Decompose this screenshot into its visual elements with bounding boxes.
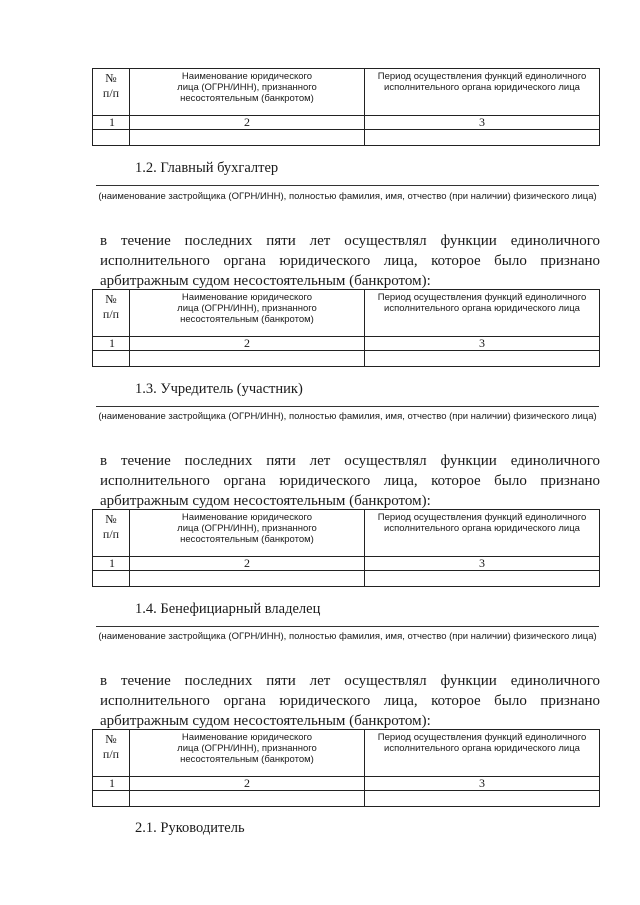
col-name-header: Наименование юридического лица (ОГРН/ИНН), признанного несостоятельным (банкротом) <box>130 69 365 116</box>
col-index-1: 1 <box>93 777 130 791</box>
section-heading-1-4: 1.4. Бенефициарный владелец <box>135 601 321 617</box>
col-name-header: Наименование юридического лица (ОГРН/ИНН), признанного несостоятельным (банкротом) <box>130 510 365 557</box>
fill-in-caption: (наименование застройщика (ОГРН/ИНН), полностью фамилия, имя, отчество (при наличии) физического лица) <box>98 631 597 642</box>
fill-in-line <box>96 185 599 186</box>
col-number-header: № п/п <box>93 69 130 116</box>
col-index-3: 3 <box>365 337 600 351</box>
fill-in-line <box>96 626 599 627</box>
bankruptcy-table-4 <box>92 729 600 807</box>
empty-cell <box>130 791 365 807</box>
empty-cell <box>93 351 130 367</box>
bankruptcy-statement: в течение последних пяти лет осуществлял функции единоличного исполнительного органа юридического лица, которое было признано арбитражным судом несостоятельным (банкротом): <box>100 233 600 289</box>
empty-cell <box>130 571 365 587</box>
col-index-3: 3 <box>365 777 600 791</box>
empty-cell <box>365 351 600 367</box>
bankruptcy-statement: в течение последних пяти лет осуществлял функции единоличного исполнительного органа юридического лица, которое было признано арбитражным судом несостоятельным (банкротом): <box>100 673 600 729</box>
col-number-header: № п/п <box>93 510 130 557</box>
col-index-2: 2 <box>130 557 365 571</box>
col-index-1: 1 <box>93 337 130 351</box>
empty-cell <box>93 571 130 587</box>
fill-in-caption: (наименование застройщика (ОГРН/ИНН), полностью фамилия, имя, отчество (при наличии) физического лица) <box>98 411 597 422</box>
section-heading-1-3: 1.3. Учредитель (участник) <box>135 381 303 397</box>
bankruptcy-table-3 <box>92 509 600 587</box>
empty-cell <box>93 130 130 146</box>
section-heading-2-1: 2.1. Руководитель <box>135 820 245 836</box>
col-name-header: Наименование юридического лица (ОГРН/ИНН), признанного несостоятельным (банкротом) <box>130 730 365 777</box>
col-period-header: Период осуществления функций единоличного исполнительного органа юридического лица <box>365 510 600 557</box>
bankruptcy-table-2 <box>92 289 600 367</box>
col-index-2: 2 <box>130 777 365 791</box>
empty-cell <box>130 130 365 146</box>
col-number-header: № п/п <box>93 290 130 337</box>
col-name-header: Наименование юридического лица (ОГРН/ИНН), признанного несостоятельным (банкротом) <box>130 290 365 337</box>
col-index-3: 3 <box>365 116 600 130</box>
col-index-2: 2 <box>130 337 365 351</box>
fill-in-line <box>96 406 599 407</box>
empty-cell <box>93 791 130 807</box>
col-period-header: Период осуществления функций единоличного исполнительного органа юридического лица <box>365 69 600 116</box>
col-number-header: № п/п <box>93 730 130 777</box>
empty-cell <box>130 351 365 367</box>
col-index-2: 2 <box>130 116 365 130</box>
empty-cell <box>365 130 600 146</box>
col-period-header: Период осуществления функций единоличного исполнительного органа юридического лица <box>365 290 600 337</box>
col-period-header: Период осуществления функций единоличного исполнительного органа юридического лица <box>365 730 600 777</box>
bankruptcy-statement: в течение последних пяти лет осуществлял функции единоличного исполнительного органа юридического лица, которое было признано арбитражным судом несостоятельным (банкротом): <box>100 453 600 509</box>
col-index-1: 1 <box>93 557 130 571</box>
section-heading-1-2: 1.2. Главный бухгалтер <box>135 160 279 176</box>
bankruptcy-table-1 <box>92 68 600 146</box>
fill-in-caption: (наименование застройщика (ОГРН/ИНН), полностью фамилия, имя, отчество (при наличии) физического лица) <box>98 191 597 202</box>
col-index-3: 3 <box>365 557 600 571</box>
empty-cell <box>365 791 600 807</box>
empty-cell <box>365 571 600 587</box>
col-index-1: 1 <box>93 116 130 130</box>
